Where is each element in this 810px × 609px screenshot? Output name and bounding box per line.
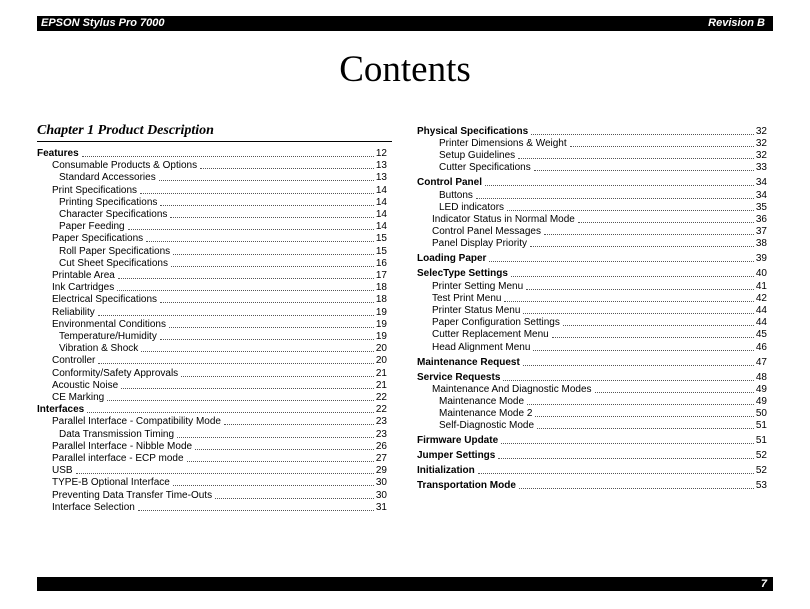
footer-bar (37, 577, 773, 591)
toc-entry-page: 21 (375, 379, 387, 391)
toc-entry-page: 36 (755, 214, 767, 225)
toc-entry-label: Paper Configuration Settings (432, 317, 560, 329)
toc-dot-leader (526, 289, 754, 290)
toc-entry[interactable] (52, 185, 387, 197)
toc-dot-leader (523, 313, 754, 314)
toc-entry[interactable] (417, 480, 767, 492)
toc-entry-label: Self-Diagnostic Mode (439, 420, 535, 432)
toc-dot-leader (169, 327, 374, 328)
toc-entry-label: Printer Dimensions & Weight (439, 138, 567, 149)
toc-entry[interactable] (52, 416, 387, 428)
toc-entry-page: 12 (375, 148, 387, 159)
toc-dot-leader (146, 241, 374, 242)
toc-entry-label: TYPE-B Optional Interface (52, 477, 170, 489)
toc-dot-leader (476, 198, 754, 199)
toc-dot-leader (160, 339, 374, 340)
toc-entry-page: 32 (755, 150, 767, 162)
toc-entry-label: Jumper Settings (417, 450, 496, 462)
toc-entry[interactable] (37, 148, 387, 160)
toc-entry[interactable] (52, 160, 387, 172)
toc-dot-leader (489, 261, 753, 262)
toc-entry[interactable] (59, 172, 387, 184)
toc-entry[interactable] (439, 138, 767, 150)
toc-dot-leader (160, 302, 374, 303)
toc-entry-label: Ink Cartridges (52, 282, 115, 294)
toc-entry[interactable] (439, 396, 767, 408)
toc-entry-label: Cutter Specifications (439, 162, 531, 174)
toc-entry-label: Consumable Products & Options (52, 160, 198, 172)
toc-entry-label: Data Transmission Timing (59, 428, 175, 440)
toc-dot-leader (485, 185, 754, 186)
toc-entry[interactable] (432, 214, 767, 226)
toc-dot-leader (518, 158, 754, 159)
header-bar (37, 16, 773, 31)
toc-dot-leader (530, 246, 754, 247)
toc-entry[interactable] (52, 355, 387, 367)
toc-entry-page: 31 (375, 501, 387, 513)
toc-dot-leader (535, 416, 753, 417)
toc-entry-page: 23 (375, 416, 387, 428)
toc-entry[interactable] (417, 450, 767, 462)
toc-entry-page: 18 (375, 282, 387, 294)
toc-entry-page: 41 (755, 280, 767, 292)
toc-entry[interactable] (439, 190, 767, 202)
toc-entry[interactable] (59, 221, 387, 233)
toc-entry-page: 26 (375, 440, 387, 452)
toc-dot-leader (121, 388, 374, 389)
toc-dot-leader (501, 443, 754, 444)
toc-entry-page: 13 (375, 160, 387, 172)
toc-entry[interactable] (52, 453, 387, 465)
toc-dot-leader (519, 488, 754, 489)
toc-entry[interactable] (432, 226, 767, 238)
toc-dot-leader (498, 458, 754, 459)
toc-entry[interactable] (439, 162, 767, 174)
toc-entry-label: Maintenance Mode (439, 396, 525, 407)
toc-entry-page: 37 (755, 226, 767, 238)
toc-entry-page: 39 (755, 253, 767, 265)
toc-entry-label: Parallel Interface - Nibble Mode (52, 440, 193, 452)
toc-dot-leader (570, 146, 754, 147)
toc-dot-leader (107, 400, 374, 401)
toc-dot-leader (503, 380, 753, 381)
toc-dot-leader (177, 437, 374, 438)
toc-entry-label: USB (52, 465, 73, 477)
toc-entry[interactable] (59, 246, 387, 258)
toc-entry[interactable] (432, 329, 767, 341)
toc-entry-page: 21 (375, 367, 387, 379)
toc-dot-leader (552, 337, 754, 338)
toc-entry-label: Test Print Menu (432, 292, 502, 304)
toc-entry-label: Buttons (439, 189, 473, 201)
page-title: Contents (339, 49, 471, 90)
toc-entry-page: 19 (375, 306, 387, 318)
toc-entry-page: 49 (755, 396, 767, 407)
toc-entry-label: Paper Feeding (59, 221, 125, 233)
toc-dot-leader (527, 404, 754, 405)
toc-entry[interactable] (432, 384, 767, 396)
toc-entry-page: 19 (375, 331, 387, 342)
toc-entry-page: 15 (375, 233, 387, 245)
toc-entry[interactable] (439, 420, 767, 432)
toc-entry-label: Indicator Status in Normal Mode (432, 214, 575, 225)
toc-dot-leader (173, 254, 374, 255)
toc-dot-leader (118, 278, 374, 279)
toc-dot-leader (224, 424, 374, 425)
toc-entry-label: Interface Selection (52, 501, 135, 513)
toc-entry-label: LED indicators (439, 201, 505, 213)
toc-dot-leader (200, 168, 374, 169)
toc-entry-page: 32 (755, 138, 767, 149)
toc-entry-label: CE Marking (52, 392, 105, 403)
toc-entry-page: 52 (755, 450, 767, 462)
toc-entry[interactable] (417, 372, 767, 384)
toc-dot-leader (160, 205, 373, 206)
toc-dot-leader (173, 485, 374, 486)
toc-entry-page: 16 (375, 257, 387, 269)
toc-entry-page: 34 (755, 189, 767, 201)
toc-entry[interactable] (59, 331, 387, 343)
toc-entry-page: 20 (375, 343, 387, 355)
toc-dot-leader (128, 229, 374, 230)
toc-entry-page: 49 (755, 383, 767, 395)
toc-entry-label: Environmental Conditions (52, 318, 166, 330)
toc-entry-page: 38 (755, 238, 767, 250)
toc-entry-page: 14 (375, 184, 387, 196)
toc-entry[interactable] (52, 380, 387, 392)
toc-entry-page: 40 (755, 268, 767, 280)
toc-entry-page: 45 (755, 329, 767, 341)
toc-entry[interactable] (52, 270, 387, 282)
toc-dot-leader (195, 449, 374, 450)
toc-entry-label: Printer Setting Menu (432, 280, 524, 292)
toc-entry-label: Firmware Update (417, 435, 499, 447)
page-number: 7 (760, 578, 767, 590)
toc-entry-page: 52 (755, 465, 767, 477)
toc-entry-page: 20 (375, 355, 387, 367)
toc-entry[interactable] (432, 317, 767, 329)
toc-entry-label: Printer Status Menu (432, 305, 521, 316)
toc-entry[interactable] (52, 282, 387, 294)
toc-dot-leader (523, 365, 754, 366)
toc-dot-leader (544, 234, 754, 235)
toc-entry-page: 53 (755, 480, 767, 492)
toc-dot-leader (595, 392, 754, 393)
toc-entry[interactable] (52, 319, 387, 331)
toc-entry-label: Conformity/Safety Approvals (52, 367, 179, 379)
toc-dot-leader (187, 461, 374, 462)
toc-entry-label: Parallel interface - ECP mode (52, 453, 184, 464)
toc-entry-label: Printable Area (52, 270, 115, 281)
toc-dot-leader (87, 412, 374, 413)
toc-entry-label: Printing Specifications (59, 196, 158, 208)
toc-entry-label: Temperature/Humidity (59, 331, 157, 342)
toc-entry-label: Setup Guidelines (439, 150, 516, 162)
toc-entry[interactable] (52, 502, 387, 514)
toc-entry[interactable] (52, 441, 387, 453)
toc-entry[interactable] (417, 435, 767, 447)
toc-entry-label: Reliability (52, 306, 95, 318)
toc-entry[interactable] (432, 293, 767, 305)
toc-entry[interactable] (432, 281, 767, 293)
toc-dot-leader (531, 134, 754, 135)
toc-entry-label: Standard Accessories (59, 172, 156, 184)
toc-dot-leader (511, 276, 754, 277)
toc-dot-leader (537, 428, 754, 429)
toc-entry[interactable] (52, 465, 387, 477)
toc-entry-label: Interfaces (37, 404, 85, 416)
toc-entry[interactable] (37, 404, 387, 416)
toc-entry[interactable] (439, 150, 767, 162)
toc-dot-leader (141, 351, 374, 352)
toc-entry-page: 13 (375, 172, 387, 184)
toc-entry[interactable] (59, 343, 387, 355)
toc-entry-label: SelecType Settings (417, 268, 508, 280)
toc-entry-page: 48 (755, 371, 767, 383)
toc-entry-page: 29 (375, 465, 387, 477)
toc-dot-leader (563, 325, 754, 326)
toc-entry-page: 34 (755, 177, 767, 189)
toc-dot-leader (478, 473, 754, 474)
toc-entry-label: Loading Paper (417, 253, 487, 265)
toc-dot-leader (159, 180, 374, 181)
toc-entry-label: Electrical Specifications (52, 294, 158, 306)
toc-dot-leader (533, 350, 753, 351)
toc-entry[interactable] (432, 342, 767, 354)
toc-entry[interactable] (52, 368, 387, 380)
toc-entry[interactable] (59, 197, 387, 209)
toc-entry[interactable] (417, 126, 767, 138)
toc-entry[interactable] (417, 253, 767, 265)
toc-entry[interactable] (52, 233, 387, 245)
toc-entry-label: Maintenance And Diagnostic Modes (432, 383, 592, 395)
toc-entry[interactable] (417, 465, 767, 477)
toc-entry-label: Initialization (417, 465, 475, 477)
toc-entry-page: 42 (755, 292, 767, 304)
toc-entry-page: 33 (755, 162, 767, 174)
toc-dot-leader (215, 498, 374, 499)
toc-entry-page: 17 (375, 270, 387, 281)
toc-entry[interactable] (432, 238, 767, 250)
toc-entry-label: Preventing Data Transfer Time-Outs (52, 489, 213, 501)
toc-dot-leader (504, 301, 753, 302)
toc-entry[interactable] (52, 490, 387, 502)
toc-entry[interactable] (52, 392, 387, 404)
toc-entry-label: Head Alignment Menu (432, 341, 531, 353)
toc-entry-page: 35 (755, 201, 767, 213)
toc-entry-page: 50 (755, 408, 767, 420)
toc-dot-leader (181, 376, 374, 377)
toc-entry-page: 14 (375, 209, 387, 220)
toc-entry-label: Roll Paper Specifications (59, 245, 171, 257)
toc-entry-label: Maintenance Request (417, 356, 520, 368)
toc-entry-page: 51 (755, 435, 767, 447)
toc-dot-leader (98, 363, 374, 364)
toc-entry[interactable] (417, 357, 767, 369)
toc-entry-label: Parallel Interface - Compatibility Mode (52, 416, 221, 428)
toc-entry[interactable] (52, 307, 387, 319)
toc-entry[interactable] (52, 477, 387, 489)
toc-entry-label: Service Requests (417, 371, 501, 383)
toc-entry-label: Control Panel Messages (432, 226, 541, 238)
toc-entry-page: 14 (375, 221, 387, 233)
toc-entry-page: 51 (755, 420, 767, 432)
toc-entry-label: Maintenance Mode 2 (439, 408, 533, 420)
toc-entry[interactable] (59, 209, 387, 221)
toc-dot-leader (98, 315, 374, 316)
toc-entry-label: Transportation Mode (417, 480, 516, 492)
toc-entry-page: 15 (375, 245, 387, 257)
toc-entry-page: 47 (755, 356, 767, 368)
toc-entry-label: Character Specifications (59, 209, 168, 220)
toc-entry-page: 22 (375, 404, 387, 416)
toc-dot-leader (76, 473, 374, 474)
toc-dot-leader (138, 510, 374, 511)
toc-dot-leader (507, 210, 754, 211)
toc-entry-page: 46 (755, 341, 767, 353)
toc-entry[interactable] (59, 258, 387, 270)
toc-entry[interactable] (52, 294, 387, 306)
toc-dot-leader (578, 222, 754, 223)
toc-entry-label: Vibration & Shock (59, 343, 139, 355)
toc-entry-label: Panel Display Priority (432, 238, 528, 250)
toc-dot-leader (171, 266, 374, 267)
toc-entry[interactable] (439, 408, 767, 420)
toc-dot-leader (534, 170, 754, 171)
toc-entry[interactable] (417, 177, 767, 189)
toc-entry-page: 14 (375, 196, 387, 208)
toc-entry-label: Acoustic Noise (52, 379, 119, 391)
toc-entry-label: Cut Sheet Specifications (59, 257, 168, 269)
toc-entry[interactable] (439, 202, 767, 214)
toc-entry-label: Features (37, 148, 79, 159)
toc-entry-page: 32 (755, 125, 767, 137)
chapter-rule (37, 141, 392, 142)
toc-entry-page: 44 (755, 317, 767, 329)
chapter-heading: Chapter 1 Product Description (37, 123, 214, 138)
toc-entry-label: Paper Specifications (52, 233, 144, 245)
toc-dot-leader (140, 193, 374, 194)
toc-entry[interactable] (417, 268, 767, 280)
toc-entry-label: Control Panel (417, 177, 483, 189)
toc-entry-label: Physical Specifications (417, 125, 529, 137)
header-product-name: EPSON Stylus Pro 7000 (41, 17, 165, 29)
header-revision: Revision B (708, 17, 765, 29)
toc-dot-leader (82, 156, 374, 157)
toc-entry-page: 44 (755, 305, 767, 316)
toc-dot-leader (170, 217, 373, 218)
toc-entry-label: Controller (52, 355, 96, 367)
toc-entry[interactable] (59, 429, 387, 441)
toc-entry-label: Print Specifications (52, 184, 138, 196)
toc-entry-page: 27 (375, 453, 387, 464)
toc-entry-page: 18 (375, 294, 387, 306)
toc-entry-page: 19 (375, 318, 387, 330)
toc-entry-page: 23 (375, 428, 387, 440)
toc-entry-page: 30 (375, 489, 387, 501)
toc-entry-label: Cutter Replacement Menu (432, 329, 549, 341)
toc-entry-page: 30 (375, 477, 387, 489)
toc-entry[interactable] (432, 305, 767, 317)
toc-entry-page: 22 (375, 392, 387, 403)
toc-dot-leader (117, 290, 374, 291)
